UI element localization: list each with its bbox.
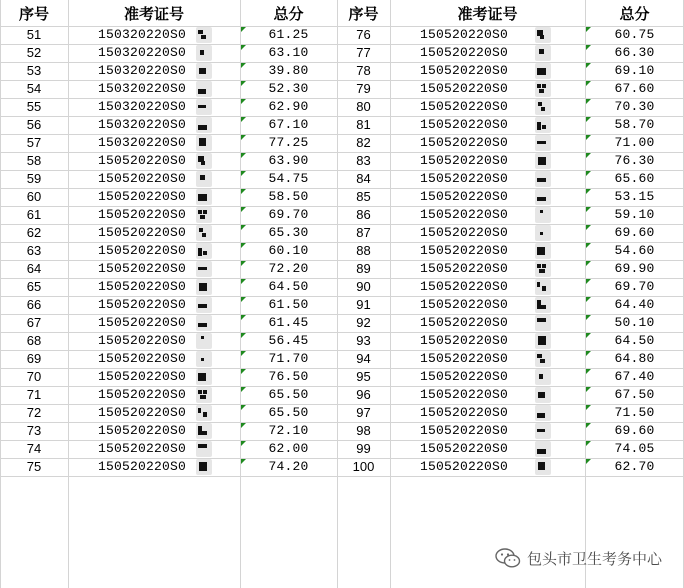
cell-exam-id[interactable]: 150520220S0 xyxy=(420,189,509,204)
cell-exam-id[interactable]: 150520220S0 xyxy=(420,153,509,168)
redaction-mask xyxy=(198,373,206,381)
cell-exam-id[interactable]: 150520220S0 xyxy=(420,27,509,42)
cell-total-score[interactable]: 69.70 xyxy=(614,279,655,294)
column-header: 序号 xyxy=(18,5,49,23)
cell-exam-id[interactable]: 150520220S0 xyxy=(420,351,509,366)
cell-total-score[interactable]: 60.75 xyxy=(614,27,655,42)
cell-serial-number[interactable]: 85 xyxy=(356,189,371,204)
cell-error-marker xyxy=(241,279,246,284)
cell-serial-number[interactable]: 84 xyxy=(356,171,371,186)
cell-error-marker xyxy=(241,351,246,356)
redaction-mask xyxy=(539,374,543,379)
cell-serial-number[interactable]: 61 xyxy=(26,207,42,222)
cell-exam-id[interactable]: 150320220S0 xyxy=(98,63,187,78)
cell-exam-id[interactable]: 150520220S0 xyxy=(98,423,187,438)
cell-serial-number[interactable]: 92 xyxy=(356,315,371,330)
redaction-blur xyxy=(535,369,551,385)
cell-serial-number[interactable]: 89 xyxy=(356,261,371,276)
redaction-mask xyxy=(537,449,546,454)
cell-exam-id[interactable]: 150520220S0 xyxy=(420,225,509,240)
cell-serial-number[interactable]: 80 xyxy=(356,99,371,114)
cell-exam-id[interactable]: 150520220S0 xyxy=(420,423,509,438)
cell-exam-id[interactable]: 150520220S0 xyxy=(420,45,509,60)
cell-total-score[interactable]: 65.30 xyxy=(268,225,309,240)
cell-error-marker xyxy=(586,315,591,320)
cell-total-score[interactable]: 69.10 xyxy=(614,63,655,78)
cell-serial-number[interactable]: 70 xyxy=(26,369,42,384)
cell-serial-number[interactable]: 88 xyxy=(356,243,371,258)
redaction-mask xyxy=(200,175,205,180)
redaction-blur xyxy=(535,207,551,223)
cell-error-marker xyxy=(241,189,246,194)
cell-serial-number[interactable]: 73 xyxy=(26,423,42,438)
cell-serial-number[interactable]: 79 xyxy=(356,81,371,96)
cell-exam-id[interactable]: 150520220S0 xyxy=(98,279,187,294)
redaction-mask xyxy=(198,304,207,308)
cell-total-score[interactable]: 70.30 xyxy=(614,99,655,114)
redaction-mask xyxy=(202,431,207,435)
redaction-mask xyxy=(537,413,545,418)
cell-serial-number[interactable]: 66 xyxy=(26,297,42,312)
redaction-mask xyxy=(198,408,201,413)
cell-error-marker xyxy=(586,351,591,356)
cell-serial-number[interactable]: 98 xyxy=(356,423,371,438)
cell-total-score[interactable]: 62.90 xyxy=(268,99,309,114)
redaction-mask xyxy=(199,138,206,146)
cell-total-score[interactable]: 71.00 xyxy=(614,135,655,150)
cell-serial-number[interactable]: 81 xyxy=(356,117,371,132)
cell-error-marker xyxy=(241,423,246,428)
cell-exam-id[interactable]: 150520220S0 xyxy=(98,333,187,348)
cell-total-score[interactable]: 74.20 xyxy=(268,459,309,474)
cell-error-marker xyxy=(241,459,246,464)
cell-error-marker xyxy=(586,45,591,50)
cell-total-score[interactable]: 67.10 xyxy=(268,117,309,132)
redaction-mask xyxy=(541,305,546,309)
cell-total-score[interactable]: 61.50 xyxy=(268,297,309,312)
redaction-mask xyxy=(538,392,545,398)
cell-total-score[interactable]: 60.10 xyxy=(268,243,309,258)
cell-error-marker xyxy=(586,405,591,410)
cell-error-marker xyxy=(586,171,591,176)
watermark-text: 包头市卫生考务中心 xyxy=(526,549,662,568)
redaction-mask xyxy=(198,194,207,201)
redaction-mask xyxy=(538,157,546,165)
cell-error-marker xyxy=(586,369,591,374)
cell-error-marker xyxy=(586,63,591,68)
cell-serial-number[interactable]: 62 xyxy=(26,225,42,240)
cell-error-marker xyxy=(241,117,246,122)
redaction-mask xyxy=(198,323,207,327)
cell-total-score[interactable]: 61.45 xyxy=(268,315,309,330)
cell-exam-id[interactable]: 150320220S0 xyxy=(98,135,187,150)
cell-error-marker xyxy=(241,441,246,446)
cell-error-marker xyxy=(241,369,246,374)
redaction-mask xyxy=(203,251,207,255)
cell-total-score[interactable]: 50.10 xyxy=(614,315,655,330)
cell-error-marker xyxy=(586,297,591,302)
cell-exam-id[interactable]: 150520220S0 xyxy=(420,243,509,258)
cell-total-score[interactable]: 67.40 xyxy=(614,369,655,384)
cell-total-score[interactable]: 65.60 xyxy=(614,171,655,186)
cell-exam-id[interactable]: 150520220S0 xyxy=(420,99,509,114)
cell-total-score[interactable]: 53.15 xyxy=(614,189,655,204)
cell-serial-number[interactable]: 55 xyxy=(26,99,42,114)
redaction-mask xyxy=(542,125,546,129)
cell-error-marker xyxy=(241,207,246,212)
redaction-mask xyxy=(537,247,545,255)
cell-serial-number[interactable]: 91 xyxy=(356,297,371,312)
wechat-icon xyxy=(495,548,521,568)
cell-total-score[interactable]: 65.50 xyxy=(268,387,309,402)
cell-exam-id[interactable]: 150520220S0 xyxy=(420,81,509,96)
cell-total-score[interactable]: 56.45 xyxy=(268,333,309,348)
grid-line-horizontal xyxy=(0,476,684,477)
cell-error-marker xyxy=(586,459,591,464)
redaction-mask xyxy=(537,264,541,268)
cell-exam-id[interactable]: 150520220S0 xyxy=(420,261,509,276)
cell-total-score[interactable]: 71.50 xyxy=(614,405,655,420)
cell-error-marker xyxy=(586,207,591,212)
cell-exam-id[interactable]: 150520220S0 xyxy=(98,297,187,312)
cell-total-score[interactable]: 58.50 xyxy=(268,189,309,204)
cell-serial-number[interactable]: 60 xyxy=(26,189,42,204)
cell-exam-id[interactable]: 150520220S0 xyxy=(420,315,509,330)
cell-exam-id[interactable]: 150520220S0 xyxy=(420,387,509,402)
cell-total-score[interactable]: 61.25 xyxy=(268,27,309,42)
cell-exam-id[interactable]: 150320220S0 xyxy=(98,99,187,114)
cell-serial-number[interactable]: 93 xyxy=(356,333,371,348)
cell-error-marker xyxy=(586,117,591,122)
cell-serial-number[interactable]: 77 xyxy=(356,45,371,60)
cell-total-score[interactable]: 65.50 xyxy=(268,405,309,420)
redaction-mask xyxy=(538,336,546,345)
cell-total-score[interactable]: 72.10 xyxy=(268,423,309,438)
cell-error-marker xyxy=(586,135,591,140)
cell-exam-id[interactable]: 150520220S0 xyxy=(420,459,509,474)
redaction-mask xyxy=(542,84,546,88)
cell-serial-number[interactable]: 87 xyxy=(356,225,371,240)
cell-exam-id[interactable]: 150520220S0 xyxy=(420,63,509,78)
cell-exam-id[interactable]: 150320220S0 xyxy=(98,117,187,132)
cell-serial-number[interactable]: 97 xyxy=(356,405,371,420)
redaction-mask xyxy=(542,286,546,291)
cell-total-score[interactable]: 69.90 xyxy=(614,261,655,276)
redaction-mask xyxy=(538,102,542,106)
cell-serial-number[interactable]: 71 xyxy=(26,387,42,402)
cell-serial-number[interactable]: 64 xyxy=(26,261,42,276)
redaction-mask xyxy=(198,30,203,34)
cell-error-marker xyxy=(241,405,246,410)
cell-total-score[interactable]: 62.00 xyxy=(268,441,309,456)
cell-total-score[interactable]: 62.70 xyxy=(614,459,655,474)
cell-exam-id[interactable]: 150520220S0 xyxy=(420,369,509,384)
cell-error-marker xyxy=(241,315,246,320)
cell-serial-number[interactable]: 51 xyxy=(26,27,42,42)
redaction-mask xyxy=(201,161,205,165)
cell-serial-number[interactable]: 57 xyxy=(26,135,42,150)
cell-exam-id[interactable]: 150520220S0 xyxy=(420,441,509,456)
redaction-mask xyxy=(198,248,202,256)
redaction-mask xyxy=(541,107,545,111)
redaction-mask xyxy=(537,84,541,88)
cell-error-marker xyxy=(586,279,591,284)
cell-exam-id[interactable]: 150520220S0 xyxy=(98,441,187,456)
cell-exam-id[interactable]: 150520220S0 xyxy=(420,135,509,150)
cell-exam-id[interactable]: 150520220S0 xyxy=(98,171,187,186)
cell-error-marker xyxy=(241,297,246,302)
cell-serial-number[interactable]: 78 xyxy=(356,63,371,78)
cell-error-marker xyxy=(586,441,591,446)
watermark xyxy=(495,546,662,570)
cell-total-score[interactable]: 63.10 xyxy=(268,45,309,60)
cell-exam-id[interactable]: 150520220S0 xyxy=(98,207,187,222)
column-header: 准考证号 xyxy=(457,5,518,23)
cell-serial-number[interactable]: 90 xyxy=(356,279,371,294)
cell-exam-id[interactable]: 150520220S0 xyxy=(420,117,509,132)
cell-error-marker xyxy=(586,225,591,230)
redaction-blur xyxy=(196,351,212,367)
cell-exam-id[interactable]: 150520220S0 xyxy=(98,261,187,276)
cell-error-marker xyxy=(241,27,246,32)
redaction-mask xyxy=(539,89,544,93)
cell-serial-number[interactable]: 82 xyxy=(356,135,371,150)
cell-total-score[interactable]: 76.50 xyxy=(268,369,309,384)
cell-serial-number[interactable]: 53 xyxy=(26,63,42,78)
cell-serial-number[interactable]: 54 xyxy=(26,81,42,96)
cell-exam-id[interactable]: 150520220S0 xyxy=(98,243,187,258)
cell-total-score[interactable]: 39.80 xyxy=(268,63,309,78)
cell-serial-number[interactable]: 76 xyxy=(356,27,371,42)
cell-total-score[interactable]: 71.70 xyxy=(268,351,309,366)
cell-serial-number[interactable]: 52 xyxy=(26,45,42,60)
cell-total-score[interactable]: 72.20 xyxy=(268,261,309,276)
cell-exam-id[interactable]: 150320220S0 xyxy=(98,81,187,96)
redaction-mask xyxy=(199,228,203,232)
cell-exam-id[interactable]: 150320220S0 xyxy=(98,27,187,42)
column-header: 序号 xyxy=(348,5,379,23)
cell-total-score[interactable]: 67.50 xyxy=(614,387,655,402)
redaction-mask xyxy=(201,35,206,39)
cell-total-score[interactable]: 54.75 xyxy=(268,171,309,186)
cell-error-marker xyxy=(241,99,246,104)
cell-error-marker xyxy=(241,135,246,140)
column-header: 总分 xyxy=(619,5,650,23)
redaction-mask xyxy=(537,141,546,144)
redaction-mask xyxy=(203,210,207,214)
cell-serial-number[interactable]: 67 xyxy=(26,315,42,330)
cell-error-marker xyxy=(586,387,591,392)
redaction-mask xyxy=(199,283,207,291)
cell-total-score[interactable]: 58.70 xyxy=(614,117,655,132)
redaction-mask xyxy=(201,358,204,361)
redaction-mask xyxy=(542,264,546,268)
redaction-mask xyxy=(203,412,207,417)
redaction-mask xyxy=(198,89,206,94)
cell-error-marker xyxy=(241,81,246,86)
cell-exam-id[interactable]: 150520220S0 xyxy=(98,459,187,474)
cell-serial-number[interactable]: 94 xyxy=(356,351,371,366)
column-header: 准考证号 xyxy=(123,5,184,23)
redaction-mask xyxy=(200,215,205,219)
redaction-mask xyxy=(198,444,207,448)
redaction-mask xyxy=(198,267,207,270)
redaction-mask xyxy=(198,125,207,130)
cell-total-score[interactable]: 64.50 xyxy=(268,279,309,294)
cell-total-score[interactable]: 67.60 xyxy=(614,81,655,96)
cell-serial-number[interactable]: 96 xyxy=(356,387,371,402)
redaction-mask xyxy=(539,269,545,273)
cell-error-marker xyxy=(586,261,591,266)
cell-exam-id[interactable]: 150520220S0 xyxy=(98,315,187,330)
cell-serial-number[interactable]: 86 xyxy=(356,207,371,222)
cell-exam-id[interactable]: 150520220S0 xyxy=(98,189,187,204)
cell-total-score[interactable]: 74.05 xyxy=(614,441,655,456)
cell-error-marker xyxy=(241,153,246,158)
cell-serial-number[interactable]: 65 xyxy=(26,279,42,294)
cell-error-marker xyxy=(241,225,246,230)
redaction-mask xyxy=(201,336,204,339)
cell-error-marker xyxy=(241,63,246,68)
cell-error-marker xyxy=(241,243,246,248)
redaction-mask xyxy=(537,354,542,358)
cell-total-score[interactable]: 69.60 xyxy=(614,423,655,438)
cell-total-score[interactable]: 64.50 xyxy=(614,333,655,348)
redaction-mask xyxy=(539,49,544,54)
redaction-blur xyxy=(196,333,212,349)
cell-total-score[interactable]: 64.40 xyxy=(614,297,655,312)
cell-error-marker xyxy=(586,99,591,104)
cell-serial-number[interactable]: 75 xyxy=(26,459,42,474)
cell-total-score[interactable]: 76.30 xyxy=(614,153,655,168)
cell-serial-number[interactable]: 56 xyxy=(26,117,42,132)
cell-total-score[interactable]: 59.10 xyxy=(614,207,655,222)
redaction-mask xyxy=(540,359,545,363)
redaction-mask xyxy=(538,462,545,470)
cell-exam-id[interactable]: 150320220S0 xyxy=(98,45,187,60)
cell-serial-number[interactable]: 83 xyxy=(356,153,371,168)
cell-exam-id[interactable]: 150520220S0 xyxy=(420,297,509,312)
redaction-mask xyxy=(540,232,543,235)
cell-serial-number[interactable]: 100 xyxy=(352,459,375,474)
cell-error-marker xyxy=(586,189,591,194)
cell-total-score[interactable]: 77.25 xyxy=(268,135,309,150)
redaction-mask xyxy=(537,318,546,322)
cell-serial-number[interactable]: 63 xyxy=(26,243,42,258)
redaction-mask xyxy=(537,429,545,432)
cell-serial-number[interactable]: 72 xyxy=(26,405,42,420)
redaction-mask xyxy=(537,122,541,130)
cell-serial-number[interactable]: 74 xyxy=(26,441,42,456)
cell-error-marker xyxy=(586,153,591,158)
redaction-mask xyxy=(198,105,206,108)
cell-exam-id[interactable]: 150520220S0 xyxy=(420,171,509,186)
redaction-mask xyxy=(537,178,546,182)
column-header: 总分 xyxy=(273,5,304,23)
cell-total-score[interactable]: 66.30 xyxy=(614,45,655,60)
cell-exam-id[interactable]: 150520220S0 xyxy=(98,153,187,168)
cell-exam-id[interactable]: 150520220S0 xyxy=(98,351,187,366)
cell-error-marker xyxy=(241,45,246,50)
redaction-mask xyxy=(199,462,207,471)
cell-error-marker xyxy=(241,171,246,176)
redaction-mask xyxy=(537,282,540,287)
redaction-mask xyxy=(540,210,543,213)
cell-exam-id[interactable]: 150520220S0 xyxy=(420,333,509,348)
redaction-mask xyxy=(537,197,546,201)
cell-serial-number[interactable]: 58 xyxy=(26,153,42,168)
cell-total-score[interactable]: 64.80 xyxy=(614,351,655,366)
redaction-mask xyxy=(198,210,202,214)
cell-exam-id[interactable]: 150520220S0 xyxy=(98,387,187,402)
cell-serial-number[interactable]: 59 xyxy=(26,171,42,186)
redaction-mask xyxy=(200,50,204,55)
cell-exam-id[interactable]: 150520220S0 xyxy=(420,405,509,420)
cell-exam-id[interactable]: 150520220S0 xyxy=(420,279,509,294)
redaction-mask xyxy=(203,390,207,394)
redaction-blur xyxy=(535,225,551,241)
cell-total-score[interactable]: 52.30 xyxy=(268,81,309,96)
cell-exam-id[interactable]: 150520220S0 xyxy=(420,207,509,222)
cell-error-marker xyxy=(586,243,591,248)
cell-error-marker xyxy=(586,27,591,32)
cell-error-marker xyxy=(586,81,591,86)
cell-exam-id[interactable]: 150520220S0 xyxy=(98,225,187,240)
cell-total-score[interactable]: 63.90 xyxy=(268,153,309,168)
cell-error-marker xyxy=(241,261,246,266)
cell-exam-id[interactable]: 150520220S0 xyxy=(98,369,187,384)
cell-error-marker xyxy=(241,333,246,338)
redaction-mask xyxy=(540,35,544,39)
cell-total-score[interactable]: 54.60 xyxy=(614,243,655,258)
redaction-mask xyxy=(202,233,206,237)
redaction-mask xyxy=(198,390,202,394)
cell-error-marker xyxy=(241,387,246,392)
cell-serial-number[interactable]: 95 xyxy=(356,369,371,384)
cell-serial-number[interactable]: 69 xyxy=(26,351,42,366)
cell-total-score[interactable]: 69.60 xyxy=(614,225,655,240)
redaction-mask xyxy=(200,395,206,399)
redaction-mask xyxy=(537,68,546,75)
cell-total-score[interactable]: 69.70 xyxy=(268,207,309,222)
cell-serial-number[interactable]: 68 xyxy=(26,333,42,348)
redaction-blur xyxy=(196,45,212,61)
cell-serial-number[interactable]: 99 xyxy=(356,441,371,456)
cell-error-marker xyxy=(586,423,591,428)
cell-error-marker xyxy=(586,333,591,338)
redaction-mask xyxy=(199,68,206,74)
cell-exam-id[interactable]: 150520220S0 xyxy=(98,405,187,420)
